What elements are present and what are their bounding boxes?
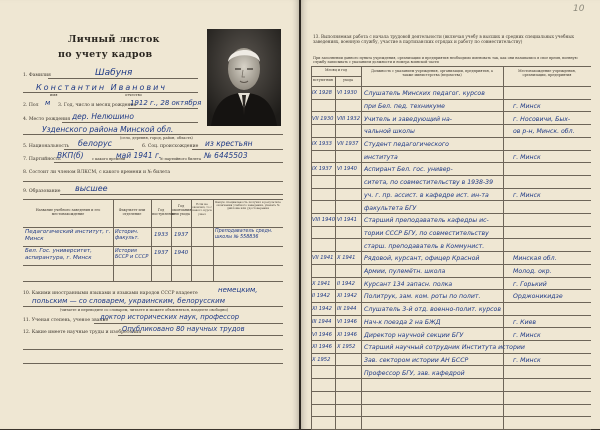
edu-table-row2-bottom: [23, 265, 283, 266]
birthplace-underline-2: [23, 134, 283, 135]
surname-value: Шабуня: [95, 68, 133, 78]
edu-header-start: Год поступления: [152, 208, 176, 216]
wh-entry-position: Армии, пулемётн. школа: [364, 268, 446, 275]
edu-start: 1937: [154, 250, 169, 256]
education-label: 9. Образование: [23, 189, 61, 194]
wh-row-line: [311, 175, 591, 176]
nationality-value: белорус: [78, 139, 113, 148]
edu-table-head-bottom: [23, 227, 283, 228]
wh-row-line: [311, 137, 591, 138]
wh-row-line: [311, 378, 591, 379]
wh-entry-start: X 1941: [312, 280, 331, 287]
wh-entry-end: VI 1946: [337, 318, 357, 325]
work-history-heading: 13. Выполняемая работа с начала трудовой деятельности (включая учебу в высших и средних специальных учебных заведениях, военную службу, участие в партизанских отрядах и работу по совместительству): [313, 34, 575, 44]
wh-entry-position: Студент педагогического: [364, 141, 449, 148]
wh-row-line: [311, 99, 591, 100]
wh-entry-position: при Бел. пед. техникуме: [364, 102, 445, 110]
wh-entry-location: Минская обл.: [513, 255, 557, 263]
wh-entry-position: факультета БГУ: [364, 204, 417, 212]
wh-header-dates: Месяц и год: [324, 68, 348, 72]
wh-date-subdivider: [311, 76, 361, 77]
edu-spec: Преподаватель средн. школы № 558836: [215, 229, 273, 240]
edu-table-row1-bottom: [23, 246, 283, 247]
wh-entry-location: г. Горький: [513, 280, 547, 288]
wh-row-line: [311, 416, 591, 417]
birthplace-value: дер. Нелюшино: [72, 112, 134, 121]
wh-row-line: [311, 213, 591, 214]
birthdate-underline: [128, 108, 198, 109]
wh-entry-position: ситета, по совместительству в 1938-39: [364, 179, 494, 187]
edu-table-bottom: [23, 281, 283, 282]
birthplace-hint: (село, деревня, город, район, область): [120, 136, 193, 140]
wh-entry-end: III 1944: [337, 306, 357, 313]
wh-entry-position: Зав. сектором истории АН БССР: [364, 356, 469, 364]
wh-entry-start: VII 1941: [312, 255, 334, 262]
wh-entry-location: г. Минск: [513, 331, 541, 339]
edu-school: Педагогический институт, г. Минск: [25, 229, 111, 242]
form-subtitle: по учету кадров: [58, 49, 153, 60]
wh-entry-start: IX 1933: [312, 141, 332, 147]
first-name-label: имя: [50, 93, 58, 97]
wh-entry-position: Старший научный сотрудник Института истории: [364, 344, 525, 352]
wh-entry-start: VIII 1940: [312, 217, 335, 224]
patronymic-label: отчество: [125, 93, 142, 97]
education-underline: [60, 194, 283, 195]
wh-entry-start: VI 1946: [312, 331, 332, 338]
edu-faculty: История БССР и СССР: [115, 248, 149, 260]
social-origin-underline: [192, 149, 283, 150]
surname-label: 1. Фамилия: [23, 73, 51, 78]
wh-col-divider: [335, 76, 336, 429]
wh-entry-start: X 1952: [312, 356, 331, 363]
wh-row-line: [311, 289, 591, 290]
wh-row-line: [311, 111, 591, 112]
wh-header-location: Местонахождение учреждения, организации, предприятия: [518, 69, 576, 77]
wh-row-line: [311, 124, 591, 125]
party-value: ВКП(б): [57, 151, 84, 160]
wh-row-line: [311, 251, 591, 252]
wh-entry-end: VI 1940: [337, 166, 357, 173]
wh-entry-end: VI 1941: [337, 217, 357, 224]
languages-hint: (читаете и переводите со словарем, читаете и можете объясняться, владеете свободно): [60, 308, 229, 312]
wh-row-line: [311, 188, 591, 189]
wh-entry-position: Слушатель 3-й отд. военно-полит. курсов: [364, 306, 501, 314]
wh-entry-position: Профессор БГУ, зав. кафедрой: [364, 369, 465, 377]
wh-table-head-bottom: [311, 86, 591, 87]
wh-row-line: [311, 226, 591, 227]
wh-row-line: [311, 150, 591, 151]
party-underline: [54, 162, 283, 163]
wh-entry-position: Политрук, зам. ком. роты по полит.: [364, 293, 481, 301]
birthplace-value-2: Узденского района Минской обл.: [42, 125, 174, 134]
name-value: Константин Иванович: [36, 83, 167, 92]
wh-entry-start: IX 1937: [312, 166, 332, 173]
wh-entry-location: г. Минск: [513, 356, 541, 364]
left-page: [0, 0, 299, 429]
page-number: 10: [573, 4, 585, 14]
wh-entry-position: тории СССР БГУ, по совместительству: [364, 229, 489, 237]
work-history-note: При заполнении данного пункта учреждения, организации и предприятия необходимо именовать так, как они назывались в свое время, военную службу записывать с указанием должности и номера воинской части: [313, 56, 578, 64]
birthdate-label: 3. Год, число и месяц рождения: [58, 103, 137, 108]
wh-table-top: [311, 66, 591, 67]
portrait-image: [207, 29, 281, 126]
wh-col-divider: [503, 66, 504, 429]
wh-row-line: [311, 238, 591, 239]
nationality-label: 5. Национальность: [23, 144, 70, 149]
wh-entry-position: уч. г. пр. ассист. в кафедре ист. ин-та: [364, 191, 489, 199]
edu-school: Бел. Гос. университет, аспирантура, г. Минск: [25, 248, 92, 261]
wh-row-line: [311, 340, 591, 341]
wh-header-in: вступл-ния: [313, 78, 333, 82]
wh-col-divider: [361, 66, 362, 429]
wh-row-line: [311, 162, 591, 163]
wh-header-position: Должность с указанием учреждения, организации, предприятия, а также министерства (ведомства): [371, 69, 493, 77]
edu-col-divider: [213, 199, 214, 281]
komsomol-underline: [23, 181, 283, 182]
wh-entry-start: XI 1942: [312, 306, 332, 313]
surname-underline: [48, 78, 198, 79]
party-label: 7. Партийность: [23, 157, 61, 162]
edu-faculty: Историч. факульт.: [115, 229, 139, 241]
degree-label: 11. Ученая степень, ученое звание: [23, 318, 109, 323]
wh-entry-position: института: [364, 153, 398, 161]
wh-entry-position: Старший преподаватель кафедры ис-: [364, 217, 489, 225]
wh-row-line: [311, 277, 591, 278]
birthplace-underline: [62, 122, 198, 123]
wh-entry-end: VI 1930: [337, 90, 357, 97]
wh-entry-end: II 1942: [337, 280, 355, 287]
works-label: 12. Какие имеете научные труды и изобретения: [23, 330, 142, 335]
wh-entry-start: II 1942: [312, 293, 330, 300]
wh-entry-position: Аспирант Бел. гос. универ-: [364, 166, 453, 174]
wh-entry-end: X 1952: [337, 344, 356, 351]
works-underline-3: [23, 363, 283, 364]
wh-entry-position: Рядовой, курсант, офицер Красной: [364, 255, 480, 263]
wh-entry-position: старш. преподаватель в Коммунист.: [364, 242, 485, 250]
wh-entry-end: XI 1942: [337, 293, 357, 300]
degree-value: доктор исторических наук, профессор: [100, 313, 240, 321]
wh-entry-location: г. Минск: [513, 191, 541, 199]
party-card-value: № 6445503: [204, 151, 248, 160]
wh-entry-location: г. Минск: [513, 153, 541, 161]
wh-entry-location: г. Киев: [513, 318, 537, 326]
komsomol-label: 8. Состоит ли членом ВЛКСМ, с какого времени и № билета: [23, 170, 171, 175]
nationality-underline: [64, 149, 134, 150]
social-origin-label: 6. Соц. происхождение: [142, 144, 199, 149]
wh-row-line: [311, 200, 591, 201]
wh-header-out: ухода: [342, 78, 354, 82]
birthplace-label: 4. Место рождения: [23, 117, 71, 122]
edu-header-school: Название учебного заведения и его местонахождение: [35, 208, 101, 216]
wh-entry-location: Молод. окр.: [513, 268, 552, 275]
edu-end: 1940: [174, 250, 189, 256]
wh-entry-location: ов р-н, Минск. обл.: [513, 128, 575, 136]
wh-entry-end: VII 1937: [337, 141, 359, 147]
edu-header-end: Год окончания или ухода: [172, 204, 192, 216]
wh-row-line: [311, 327, 591, 328]
wh-entry-start: IX 1928: [312, 90, 332, 97]
right-page: [301, 0, 600, 429]
wh-row-line: [311, 365, 591, 366]
wh-entry-start: III 1944: [312, 318, 332, 325]
languages-underline: [23, 306, 283, 307]
edu-header-left: Если не окончил, то с какого курса ушел: [192, 202, 212, 216]
wh-entry-position: Курсант 134 запасн. полка: [364, 280, 453, 288]
edu-end: 1937: [174, 232, 189, 238]
sex-value: м: [45, 99, 51, 107]
portrait-photo: [207, 29, 281, 126]
works-value: Опубликовано 80 научных трудов: [122, 325, 245, 333]
languages-label: 10. Какими иностранными языками и языками народов СССР владеете: [23, 291, 198, 296]
wh-entry-position: Слушатель Минских педагог. курсов: [364, 90, 485, 98]
sex-label: 2. Пол: [23, 103, 39, 108]
wh-entry-location: Орджоникидзе: [513, 293, 563, 301]
degree-underline: [94, 323, 283, 324]
wh-entry-end: X 1941: [337, 255, 356, 262]
wh-row-line: [311, 302, 591, 303]
party-since-label: с какого времени: [92, 157, 126, 161]
wh-row-line: [311, 264, 591, 265]
wh-entry-start: XI 1946: [312, 344, 332, 351]
wh-entry-end: VIII 1932: [337, 115, 360, 122]
languages-value-2: польским — со словарем, украинским, белорусским: [32, 297, 225, 305]
wh-entry-start: VII 1930: [312, 115, 334, 122]
wh-entry-location: г. Носовичи, Бых-: [513, 115, 571, 123]
wh-entry-position: Учитель и заведующий на-: [364, 115, 453, 123]
social-origin-value: из крестьян: [205, 139, 253, 148]
wh-row-line: [311, 353, 591, 354]
works-underline-2: [23, 349, 283, 350]
wh-entry-position: Нач-к поезда 2 на БЖД: [364, 318, 441, 326]
party-card-label: № партийного билета: [160, 157, 202, 161]
education-value: высшее: [75, 184, 108, 193]
edu-header-faculty: Факультет или отделение: [118, 208, 146, 216]
wh-entry-position: чальной школы: [364, 128, 415, 136]
edu-header-spec: Какую специальность получил в результате окончания учебного заведения, указать № диплома или удостоверения: [215, 200, 281, 211]
form-title: Личный листок: [68, 34, 160, 45]
wh-row-line: [311, 404, 591, 405]
edu-start: 1933: [154, 232, 169, 238]
works-underline: [118, 335, 283, 336]
wh-entry-position: Директор научной секции БГУ: [364, 331, 464, 339]
wh-row-line: [311, 391, 591, 392]
wh-entry-end: XI 1946: [337, 331, 357, 338]
party-since-value: май 1941 г.: [116, 151, 162, 160]
birthdate-value: 1912 г., 28 октября: [130, 99, 202, 107]
wh-entry-location: г. Минск: [513, 102, 541, 110]
languages-value: немецким,: [218, 286, 258, 294]
wh-row-line: [311, 315, 591, 316]
